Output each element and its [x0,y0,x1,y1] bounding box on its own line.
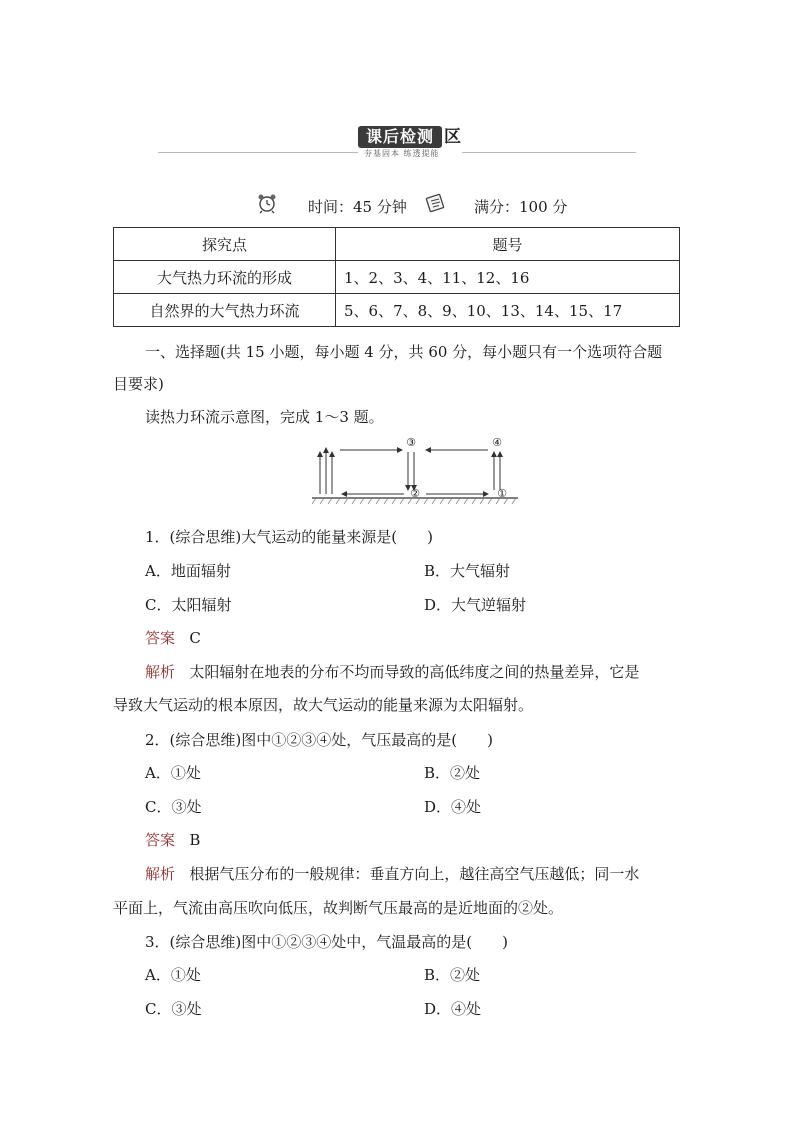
option-d: D．④处 [424,798,482,816]
table-header-cell: 题号 [336,228,680,261]
banner-subtitle: 夯基固本 练透提能 [364,149,440,158]
analysis-label: 解析 [145,663,176,681]
option-c: C．③处 [145,1000,202,1018]
banner-suffix: 区 [444,127,461,147]
question-stem: 2．(综合思维)图中①②③④处，气压最高的是( ) [145,731,493,749]
section-instruction-line2: 目要求) [113,375,164,393]
table-cell: 5、6、7、8、9、10、13、14、15、17 [336,294,680,327]
analysis-text: 太阳辐射在地表的分布不均而导致的高低纬度之间的热量差异，它是 [189,663,640,681]
option-d: D．大气逆辐射 [424,596,527,614]
analysis-text: 导致大气运动的根本原因，故大气运动的能量来源为太阳辐射。 [113,696,534,714]
table-row [114,261,680,294]
banner-rule-left [158,152,358,153]
answer-value: C [189,629,201,647]
analysis-text: 根据气压分布的一般规律：垂直方向上，越往高空气压越低；同一水 [189,865,640,883]
option-a: A．地面辐射 [145,562,231,580]
diagram-label-1: ① [497,487,507,500]
analysis-line [145,661,639,682]
topic-table [113,227,680,327]
score-sheet-icon [424,192,446,214]
option-a: A．①处 [145,966,201,984]
table-cell: 1、2、3、4、11、12、16 [336,261,680,294]
banner-rule-right [462,152,636,153]
question-stem: 1．(综合思维)大气运动的能量来源是( ) [145,528,433,546]
diagram-label-3: ③ [406,436,416,449]
option-b: B．②处 [424,764,481,782]
banner-title: 课后检测 [358,126,442,148]
diagram-label-4: ④ [492,436,502,449]
table-row [114,294,680,327]
table-header-cell: 探究点 [114,228,336,261]
alarm-clock-icon [256,192,278,214]
diagram-intro: 读热力环流示意图，完成 1～3 题。 [145,408,384,426]
diagram-label-2: ② [410,487,420,500]
analysis-text: 平面上，气流由高压吹向低压，故判断气压最高的是近地面的②处。 [113,899,564,917]
analysis-label: 解析 [145,865,176,883]
table-cell: 大气热力环流的形成 [114,261,336,294]
option-d: D．④处 [424,1000,482,1018]
thermal-circulation-diagram [312,434,518,506]
answer-line [145,627,201,648]
option-b: B．大气辐射 [424,562,511,580]
answer-value: B [189,831,201,849]
answer-line [145,829,200,850]
answer-label: 答案 [145,629,176,647]
section-instruction-line1: 一、选择题(共 15 小题，每小题 4 分，共 60 分，每小题只有一个选项符合题 [145,343,663,361]
full-score: 满分：100 分 [474,198,568,216]
answer-label: 答案 [145,831,176,849]
question-stem: 3．(综合思维)图中①②③④处中，气温最高的是( ) [145,933,508,951]
option-c: C．太阳辐射 [145,596,232,614]
option-a: A．①处 [145,764,201,782]
time-limit: 时间：45 分钟 [308,198,407,216]
option-c: C．③处 [145,798,202,816]
table-header-row [114,228,680,261]
analysis-line [145,863,639,884]
table-cell: 自然界的大气热力环流 [114,294,336,327]
option-b: B．②处 [424,966,481,984]
